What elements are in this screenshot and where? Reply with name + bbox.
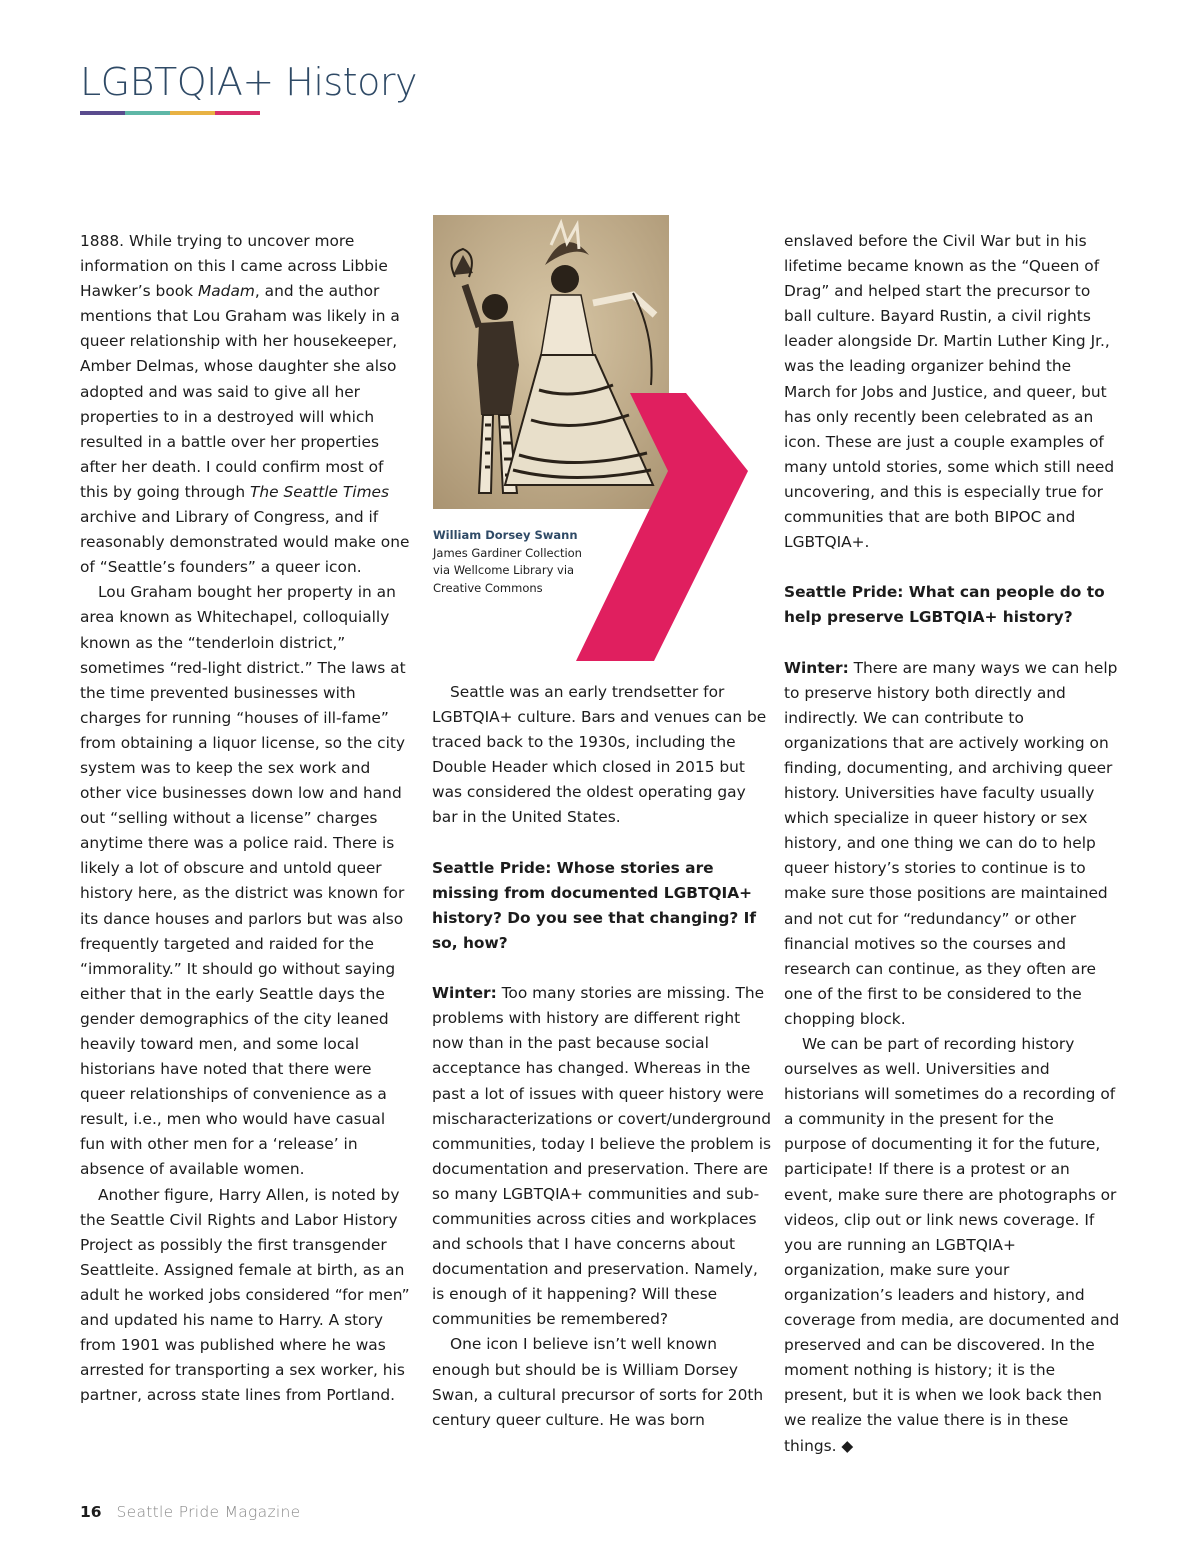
answer-text: Too many stories are missing. The problems with history are different right now than in the past because social acceptance has changed. Whereas in the past a lot of issues with queer history were mischaracterizations or covert/underground communities, today I believe the problem is documentation and preservation. There are so many LGBTQIA+ communities and sub-communities across cities and workplaces and schools that I have concerns about documentation and preservation. Namely, is enough of it happening? Will these communities be remembered? [432, 984, 772, 1329]
paragraph [80, 229, 412, 580]
newspaper-title: The Seattle Times [250, 482, 390, 501]
column-left [80, 229, 412, 1408]
rule-segment-pink [215, 111, 260, 115]
text-run: 1888. While trying to uncover more information on this I came across Libbie Hawker’s book [80, 232, 388, 301]
paragraph: Lou Graham bought her property in an area known as Whitechapel, colloquially known as the “tenderloin district,” sometimes “red-light district.” The laws at the time prevented businesses with charges for running “houses of ill-fame” from obtaining a liquor license, so the city system was to keep the sex work and other vice businesses down low and hand out “selling without a license” charges anytime there was a police raid. There is likely a lot of obscure and untold queer history here, as the district was known for its dance houses and parlors but was also frequently targeted and raided for the “immorality.” It should go without saying either that in the early Seattle days the gender demographics of the city leaned heavily toward men, and some local historians have noted that there were queer relationships of convenience as a result, i.e., men who would have casual fun with other men for a ‘release’ in absence of available women. [80, 583, 406, 1179]
answer-text: There are many ways we can help to preserve history both directly and indirectly. We can contribute to organizations that are actively working on finding, documenting, and archiving queer history. Universities have faculty usually which specialize in queer history or sex history, and one thing we can do to help queer history’s stories to continue is to make sure those positions are maintained and not cut for “redundancy” or other financial motives so the courses and research can continue, as they often are one of the first to be considered to the chopping block. [784, 658, 1118, 1028]
rule-segment-purple [80, 111, 125, 115]
text-run: archive and Library of Congress, and if reasonably demonstrated would make one of “Seattle’s founders” a queer icon. [80, 508, 410, 577]
interview-question: Seattle Pride: What can people do to help preserve LGBTQIA+ history? [784, 583, 1105, 627]
page-footer [80, 1503, 300, 1521]
end-mark-icon: ◆ [841, 1436, 854, 1455]
interview-answer [432, 981, 772, 1332]
paragraph [784, 1032, 1120, 1459]
page-number: 16 [80, 1503, 102, 1521]
paragraph: Seattle was an early trendsetter for LGBTQIA+ culture. Bars and venues can be traced back to the 1930s, including the Double Header which closed in 2015 but was considered the oldest operating gay bar in the United States. [432, 683, 767, 827]
caption-credit: James Gardiner Collection [433, 545, 582, 560]
book-title: Madam [197, 282, 255, 301]
caption-credit: via Wellcome Library via [433, 563, 575, 577]
photo-caption [433, 527, 613, 597]
rainbow-rule [80, 111, 260, 115]
paragraph: One icon I believe isn’t well known enough but should be is William Dorsey Swan, a cultural precursor of sorts for 20th century queer culture. He was born [432, 1335, 764, 1429]
paragraph: Another figure, Harry Allen, is noted by the Seattle Civil Rights and Labor History Project as possibly the first transgender Seattleite. Assigned female at birth, as an adult he worked jobs considered “for men” and updated his name to Harry. A story from 1901 was published where he was arrested for transporting a sex worker, his partner, across state lines from Portland. [80, 1185, 410, 1405]
text-run: , and the author mentions that Lou Graham was likely in a queer relationship with her housekeeper, Amber Delmas, whose daughter she also adopted and was said to give all her properties to in a destroyed will which resulted in a battle over her properties after her death. I could confirm most of this by going through [80, 282, 400, 501]
paragraph: enslaved before the Civil War but in his lifetime became known as the “Queen of Drag” and helped start the precursor to ball culture. Bayard Rustin, a civil rights leader alongside Dr. Martin Luther King Jr., was the leading organizer behind the March for Jobs and Justice, and queer, but has only recently been celebrated as an icon. These are just a couple examples of many untold stories, some which still need uncovering, and this is especially true for communities that are both BIPOC and LGBTQIA+. [784, 232, 1115, 552]
column-right [784, 229, 1120, 1459]
rule-segment-gold [170, 111, 215, 115]
caption-credit: Creative Commons [433, 580, 543, 595]
rule-segment-teal [125, 111, 170, 115]
speaker-label: Winter: [784, 658, 849, 677]
caption-name: William Dorsey Swann [433, 528, 578, 542]
column-middle [432, 680, 772, 1433]
answer-text: We can be part of recording history ourselves as well. Universities and historians will sometimes do a recording of a community in the present for the purpose of documenting it for the future, participate! If there is a protest or an event, make sure there are photographs or videos, clip out or link news coverage. If you are running an LGBTQIA+ organization, make sure your organization’s leaders and history, and coverage from media, are documented and preserved and can be discovered. In the moment nothing is history; it is the present, but it is when we look back then we realize the value there is in these things. [784, 1035, 1120, 1455]
interview-question: Seattle Pride: Whose stories are missing from documented LGBTQIA+ history? Do you see that changing? If so, how? [432, 858, 757, 952]
speaker-label: Winter: [432, 984, 497, 1003]
magazine-name: Seattle Pride Magazine [116, 1503, 301, 1521]
interview-answer [784, 656, 1120, 1032]
page-title: LGBTQIA+ History [80, 60, 417, 104]
